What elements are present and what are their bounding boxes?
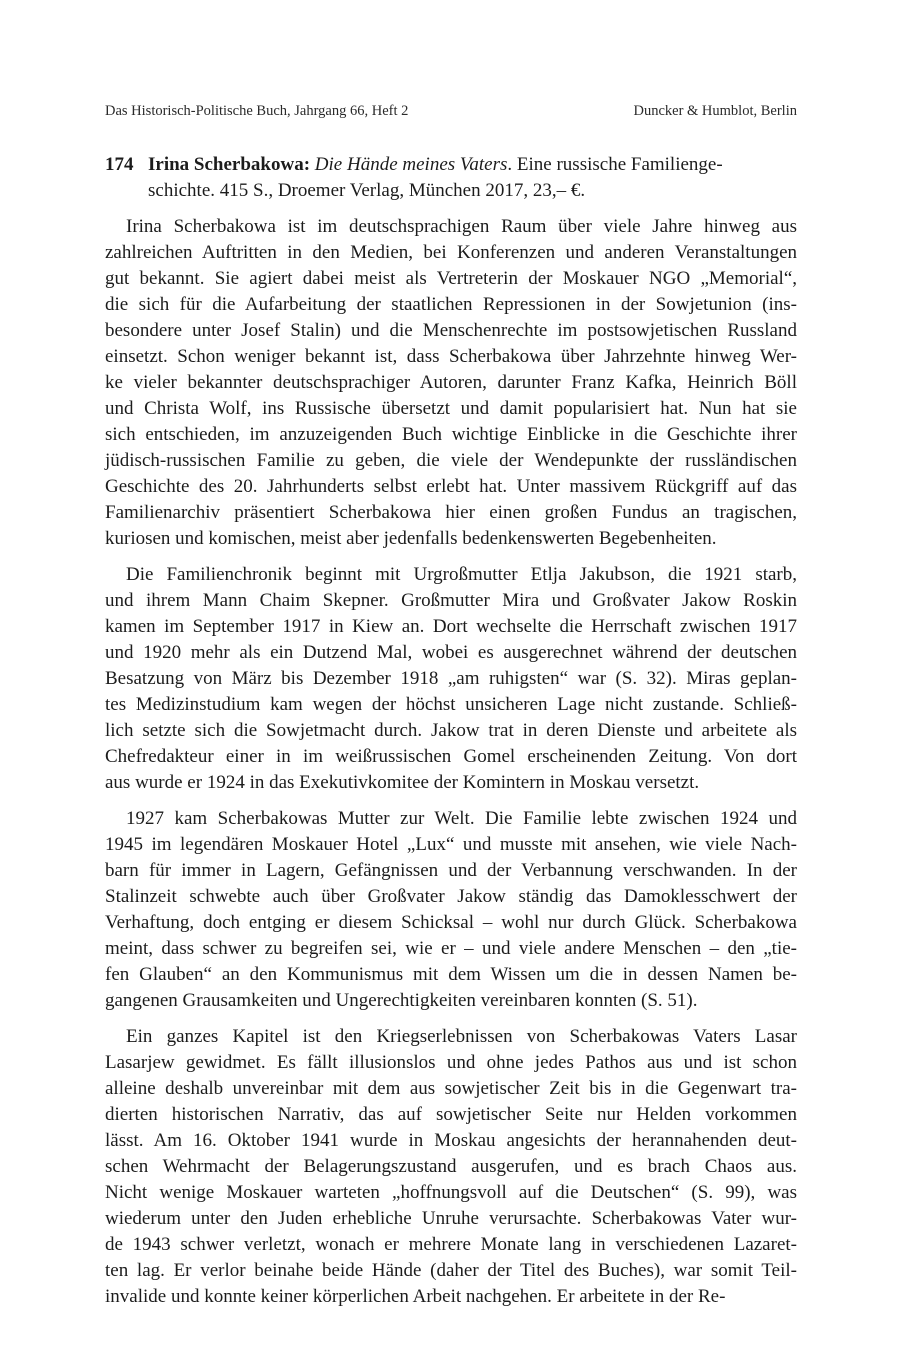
text-line: und ihrem Mann Chaim Skepner. Großmutter Mira und Großvater Jakow Roskin bbox=[105, 590, 797, 611]
text-line: die sich für die Aufarbeitung der staatlichen Repressionen in der Sowjetunion (ins- bbox=[105, 294, 797, 315]
text-line: einsetzt. Schon weniger bekannt ist, dass Scherbakowa über Jahrzehnte hinweg Wer- bbox=[105, 346, 797, 367]
text-line: wiederum unter den Juden erhebliche Unruhe verursachte. Scherbakowas Vater wur- bbox=[105, 1208, 797, 1229]
text-line: besondere unter Josef Stalin) und die Menschenrechte im postsowjetischen Russland bbox=[105, 320, 797, 341]
entry-author: Irina Scherbakowa: bbox=[148, 154, 311, 175]
text-line: Stalinzeit schwebte auch über Großvater Jakow ständig das Damoklesschwert der bbox=[105, 886, 797, 907]
entry-heading bbox=[105, 152, 797, 204]
text-line: invalide und konnte keiner körperlichen Arbeit nachgehen. Er arbeitete in der Re- bbox=[105, 1286, 726, 1307]
text-line: sich entschieden, im anzuzeigenden Buch wichtige Einblicke in die Geschichte ihrer bbox=[105, 424, 797, 445]
text-line: barn für immer in Lagern, Gefängnissen und der Verbannung verschwanden. In der bbox=[105, 860, 797, 881]
text-line: 1927 kam Scherbakowas Mutter zur Welt. Die Familie lebte zwischen 1924 und bbox=[126, 808, 797, 829]
paragraph bbox=[105, 806, 797, 1014]
publisher: Duncker & Humblot, Berlin bbox=[633, 103, 797, 119]
text-line: lässt. Am 16. Oktober 1941 wurde in Moskau angesichts der herannahenden deut- bbox=[105, 1130, 797, 1151]
text-line: kamen im September 1917 in Kiew an. Dort wechselte die Herrschaft zwischen 1917 bbox=[105, 616, 797, 637]
text-line: Verhaftung, doch entging er diesem Schicksal – wohl nur durch Glück. Scherbakowa bbox=[105, 912, 797, 933]
review-entry bbox=[105, 152, 797, 1320]
journal-title: Das Historisch-Politische Buch, Jahrgang 66, Heft 2 bbox=[105, 103, 409, 119]
text-line: Nicht wenige Moskauer warteten „hoffnungsvoll auf die Deutschen“ (S. 99), was bbox=[105, 1182, 797, 1203]
text-line: kuriosen und komischen, meist aber jedenfalls bedenkenswerten Begebenheiten. bbox=[105, 528, 717, 549]
text-line: schen Wehrmacht der Belagerungszustand ausgerufen, und es brach Chaos aus. bbox=[105, 1156, 797, 1177]
entry-citation-line1: . Eine russische Familienge- bbox=[507, 154, 723, 175]
text-line: Familienarchiv präsentiert Scherbakowa hier einen großen Fundus an tragischen, bbox=[105, 502, 797, 523]
text-line: alleine deshalb unvereinbar mit dem aus sowjetischer Zeit bis in die Gegenwart tra- bbox=[105, 1078, 797, 1099]
text-line: Chefredakteur einer in im weißrussischen Gomel erscheinenden Zeitung. Von dort bbox=[105, 746, 797, 767]
text-line: 1945 im legendären Moskauer Hotel „Lux“ und musste mit ansehen, wie viele Nach- bbox=[105, 834, 797, 855]
text-line: gut bekannt. Sie agiert dabei meist als Vertreterin der Moskauer NGO „Memorial“, bbox=[105, 268, 797, 289]
text-line: jüdisch-russischen Familie zu geben, die viele der Wendepunkte der russländischen bbox=[105, 450, 797, 471]
paragraph bbox=[105, 214, 797, 552]
text-line: Ein ganzes Kapitel ist den Kriegserlebnissen von Scherbakowas Vaters Lasar bbox=[126, 1026, 797, 1047]
text-line: tes Medizinstudium kam wegen der höchst unsicheren Lage nicht zustande. Schließ- bbox=[105, 694, 797, 715]
text-line: Die Familienchronik beginnt mit Urgroßmutter Etlja Jakubson, die 1921 starb, bbox=[126, 564, 797, 585]
paragraph bbox=[105, 562, 797, 796]
text-line: und 1920 mehr als ein Dutzend Mal, wobei es ausgerechnet während der deutschen bbox=[105, 642, 797, 663]
text-line: und Christa Wolf, ins Russische übersetzt und damit popularisiert hat. Nun hat sie bbox=[105, 398, 797, 419]
text-line: Lasarjew gewidmet. Es fällt illusionslos und ohne jedes Pathos aus und ist schon bbox=[105, 1052, 797, 1073]
text-line: fen Glauben“ an den Kommunismus mit dem Wissen um die in dessen Namen be- bbox=[105, 964, 797, 985]
text-line: Besatzung von März bis Dezember 1918 „am ruhigsten“ war (S. 32). Miras geplan- bbox=[105, 668, 797, 689]
text-line: aus wurde er 1924 in das Exekutivkomitee der Komintern in Moskau versetzt. bbox=[105, 772, 700, 793]
entry-number: 174 bbox=[105, 154, 134, 175]
running-head bbox=[105, 102, 797, 120]
text-line: lich setzte sich die Sowjetmacht durch. Jakow trat in deren Dienste und arbeitete als bbox=[105, 720, 797, 741]
text-line: Irina Scherbakowa ist im deutschsprachigen Raum über viele Jahre hinweg aus bbox=[126, 216, 797, 237]
paragraph bbox=[105, 1024, 797, 1310]
entry-citation-line2: schichte. 415 S., Droemer Verlag, München 2017, 23,– €. bbox=[148, 180, 586, 201]
text-line: dierten historischen Narrativ, das auf sowjetischer Seite nur Helden vorkommen bbox=[105, 1104, 797, 1125]
review-body bbox=[105, 214, 797, 1310]
text-line: meint, dass schwer zu begreifen sei, wie er – und viele andere Menschen – den „tie- bbox=[105, 938, 797, 959]
text-line: Geschichte des 20. Jahrhunderts selbst erlebt hat. Unter massivem Rückgriff auf das bbox=[105, 476, 797, 497]
text-line: de 1943 schwer verletzt, wonach er mehrere Monate lang in verschiedenen Lazaret- bbox=[105, 1234, 797, 1255]
text-line: zahlreichen Auftritten in den Medien, bei Konferenzen und anderen Veranstaltungen bbox=[105, 242, 797, 263]
text-line: gangenen Grausamkeiten und Ungerechtigkeiten vereinbaren konnten (S. 51). bbox=[105, 990, 698, 1011]
entry-title: Die Hände meines Vaters bbox=[314, 154, 508, 175]
text-line: ten lag. Er verlor beinahe beide Hände (daher der Titel des Buches), war somit Teil- bbox=[105, 1260, 797, 1281]
text-line: ke vieler bekannter deutschsprachiger Autoren, darunter Franz Kafka, Heinrich Böll bbox=[105, 372, 797, 393]
